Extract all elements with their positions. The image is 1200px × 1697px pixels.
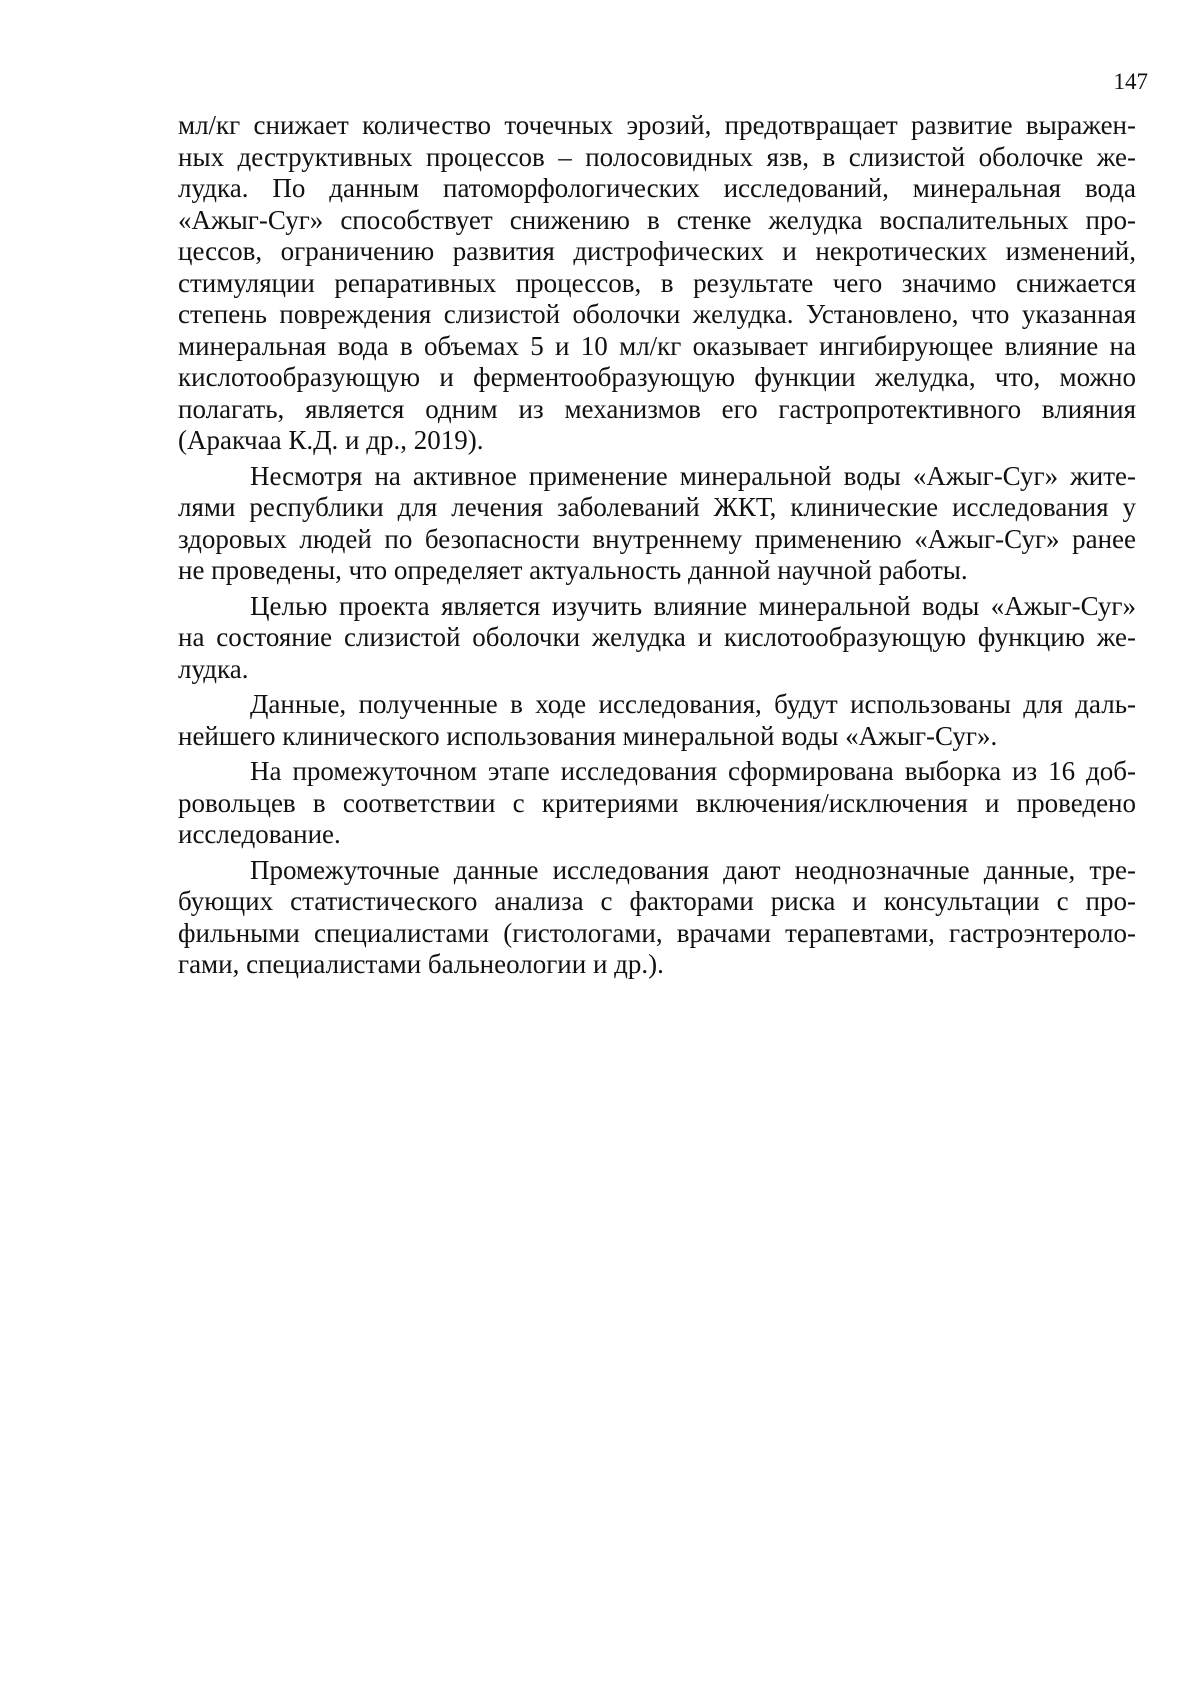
text-line: полагать, является одним из механизмов его гастропротективного влияния — [178, 393, 1136, 424]
text-line: кислотообразующую и ферментообразующую функции желудка, что, можно — [178, 362, 1136, 392]
paragraph — [178, 855, 1136, 981]
text-line: степень повреждения слизистой оболочки желудка. Установлено, что указанная — [178, 299, 1136, 329]
text-line: не проведены, что определяет актуальность данной научной работы. — [178, 555, 968, 585]
text-line: лудка. По данным патоморфологических исследований, минеральная вода — [178, 173, 1136, 203]
text-line: фильными специалистами (гистологами, врачами терапевтами, гастроэнтероло- — [178, 917, 1136, 948]
text-line: минеральная вода в объемах 5 и 10 мл/кг оказывает ингибирующее влияние на — [178, 330, 1136, 361]
text-line: исследование. — [178, 819, 341, 849]
paragraph — [178, 461, 1136, 587]
text-line: бующих статистического анализа с факторами риска и консультации с про- — [178, 886, 1136, 916]
text-line: (Аракчаа К.Д. и др., 2019). — [178, 425, 484, 455]
text-line: на состояние слизистой оболочки желудка и кислотообразующую функцию же- — [178, 622, 1136, 652]
text-line: лудка. — [178, 653, 249, 684]
text-line: стимуляции репаративных процессов, в результате чего значимо снижается — [178, 267, 1136, 298]
text-line: «Ажыг-Суг» способствует снижению в стенке желудка воспалительных про- — [178, 204, 1136, 235]
paragraph — [178, 110, 1136, 457]
text-line: Данные, полученные в ходе исследования, будут использованы для даль- — [250, 689, 1136, 719]
text-line: Целью проекта является изучить влияние минеральной воды «Ажыг-Суг» — [250, 590, 1136, 621]
text-line: ных деструктивных процессов – полосовидных язв, в слизистой оболочке же- — [178, 141, 1136, 172]
text-line: ровольцев в соответствии с критериями включения/исключения и проведено — [178, 787, 1136, 818]
paragraph — [178, 591, 1136, 686]
text-line: лями республики для лечения заболеваний ЖКТ, клинические исследования у — [178, 492, 1136, 522]
paragraph — [178, 756, 1136, 851]
text-line: мл/кг снижает количество точечных эрозий, предотвращает развитие выражен- — [178, 110, 1136, 140]
text-line: На промежуточном этапе исследования сформирована выборка из 16 доб- — [250, 756, 1136, 786]
text-line: Несмотря на активное применение минеральной воды «Ажыг-Суг» жите- — [250, 460, 1136, 491]
page-number: 147 — [1113, 69, 1148, 94]
text-line: цессов, ограничению развития дистрофических и некротических изменений, — [178, 236, 1136, 266]
text-line: гами, специалистами бальнеологии и др.). — [178, 949, 664, 979]
paragraph — [178, 689, 1136, 752]
text-line: нейшего клинического использования минеральной воды «Ажыг-Суг». — [178, 720, 998, 751]
text-line: здоровых людей по безопасности внутреннему применению «Ажыг-Суг» ранее — [178, 523, 1136, 554]
body-text — [178, 110, 1136, 981]
text-line: Промежуточные данные исследования дают неоднозначные данные, тре- — [250, 854, 1136, 885]
